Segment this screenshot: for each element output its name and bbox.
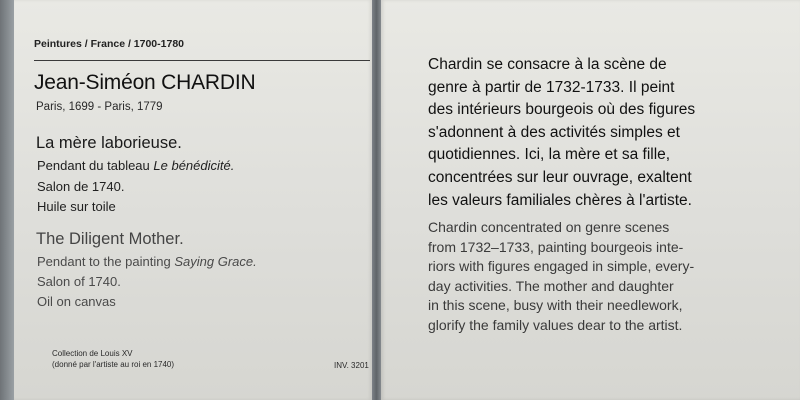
artist-dates: Paris, 1699 - Paris, 1779 [36, 101, 163, 113]
label-frame-edge [0, 0, 14, 400]
french-description-line: les valeurs familiales chères à l'artiste. [428, 191, 692, 209]
artwork-label-card [14, 0, 372, 400]
english-pendant-prefix: Pendant to the painting [37, 254, 175, 269]
english-description-line: day activities. The mother and daughter [428, 277, 674, 294]
english-medium: Oil on canvas [37, 294, 116, 309]
english-description-line: from 1732–1733, painting bourgeois inte- [428, 238, 684, 255]
french-salon: Salon de 1740. [37, 179, 125, 194]
french-description-line: des intérieurs bourgeois où des figures [428, 101, 696, 119]
french-pendant-prefix: Pendant du tableau [37, 158, 154, 173]
collection-line-2: (donné par l'artiste au roi en 1740) [52, 360, 175, 369]
english-description-line: Chardin concentrated on genre scenes [428, 219, 670, 235]
french-medium: Huile sur toile [37, 199, 116, 214]
collection-category: Peintures / France / 1700-1780 [34, 38, 184, 50]
french-description-line: concentrées sur leur ouvrage, exaltent [428, 168, 692, 186]
french-description-line: genre à partir de 1732-1733. Il peint [428, 78, 675, 96]
french-description-line: quotidiennes. Ici, la mère et sa fille, [428, 146, 671, 164]
panel-gap-shadow [372, 0, 381, 400]
divider-rule [34, 60, 370, 61]
english-description [428, 218, 694, 336]
french-description-line: Chardin se consacre à la scène de [428, 56, 667, 73]
artist-name: Jean-Siméon CHARDIN [34, 71, 256, 94]
inventory-number: INV. 3201 [334, 361, 369, 370]
english-description-line: in this scene, busy with their needlework, [428, 297, 683, 314]
collection-line-1: Collection de Louis XV [52, 349, 133, 358]
french-pendant [37, 158, 234, 173]
french-description-line: s'adonnent à des activités simples et [428, 123, 680, 141]
french-description [428, 54, 695, 212]
english-pendant [37, 254, 257, 269]
french-pendant-work: Le bénédicité. [153, 158, 235, 173]
english-salon: Salon of 1740. [37, 274, 121, 289]
french-title: La mère laborieuse. [36, 134, 182, 152]
english-pendant-work: Saying Grace. [174, 254, 257, 269]
english-description-line: glorify the family values dear to the artist. [428, 316, 683, 333]
english-description-line: riors with figures engaged in simple, every- [428, 258, 695, 275]
english-title: The Diligent Mother. [36, 230, 184, 248]
